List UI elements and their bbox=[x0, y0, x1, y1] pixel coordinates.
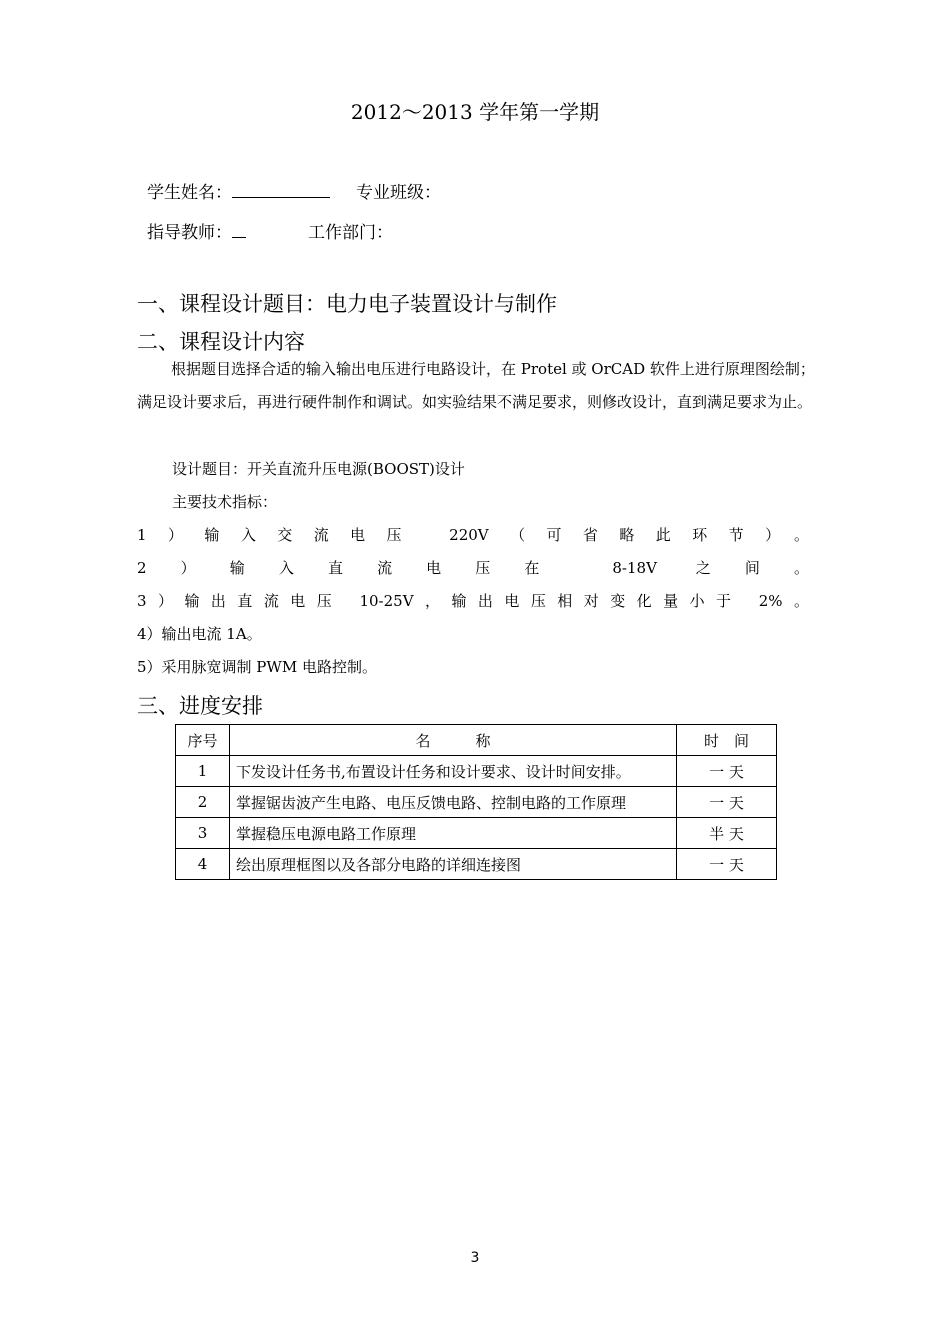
advisor-label: 指导教师： bbox=[147, 223, 232, 243]
student-name-field bbox=[147, 178, 330, 203]
section2-heading: 二、课程设计内容 bbox=[137, 330, 305, 354]
spec-item-3: 3）输出直流电压 10-25V，输出电压相对变化量小于 2%。 bbox=[137, 592, 809, 610]
row-time: 一 天 bbox=[677, 787, 777, 818]
row-seq: 3 bbox=[176, 818, 230, 849]
design-topic: 设计题目：开关直流升压电源(BOOST)设计 bbox=[172, 460, 465, 478]
row-time: 一 天 bbox=[677, 849, 777, 880]
content-paragraph: 根据题目选择合适的输入输出电压进行电路设计，在 Protel 或 OrCAD 软件上进行原理图绘制；满足设计要求后，再进行硬件制作和调试。如实验结果不满足要求，则修改设计，直到满足要求为止。 bbox=[137, 360, 815, 411]
row-seq: 2 bbox=[176, 787, 230, 818]
header-time: 时 间 bbox=[677, 725, 777, 756]
spec-item-5: 5）采用脉宽调制 PWM 电路控制。 bbox=[137, 658, 377, 676]
spec-item-2: 2）输入直流电压在 8-18V 之间。 bbox=[137, 559, 809, 577]
advisor-blank bbox=[232, 221, 246, 238]
section3-heading: 三、进度安排 bbox=[137, 694, 263, 718]
header-name: 名 称 bbox=[230, 725, 677, 756]
table-row bbox=[176, 849, 777, 880]
table-row bbox=[176, 818, 777, 849]
advisor-field bbox=[147, 218, 246, 243]
row-name: 掌握稳压电源电路工作原理 bbox=[230, 818, 677, 849]
student-name-blank bbox=[232, 181, 330, 198]
spec-item-1: 1）输入交流电压 220V（可省略此环节）。 bbox=[137, 526, 809, 544]
student-name-label: 学生姓名： bbox=[147, 183, 232, 203]
table-header-row bbox=[176, 725, 777, 756]
spec-title: 主要技术指标： bbox=[172, 493, 278, 511]
section1-heading: 一、课程设计题目：电力电子装置设计与制作 bbox=[137, 292, 557, 316]
row-time: 一 天 bbox=[677, 756, 777, 787]
row-seq: 4 bbox=[176, 849, 230, 880]
row-name: 下发设计任务书,布置设计任务和设计要求、设计时间安排。 bbox=[230, 756, 677, 787]
major-class-label: 专业班级： bbox=[356, 183, 441, 203]
table-row bbox=[176, 756, 777, 787]
row-time: 半 天 bbox=[677, 818, 777, 849]
row-seq: 1 bbox=[176, 756, 230, 787]
page-number: 3 bbox=[470, 1250, 480, 1266]
spec-item-4: 4）输出电流 1A。 bbox=[137, 625, 262, 643]
semester-title: 2012～2013 学年第一学期 bbox=[350, 100, 600, 124]
department-label: 工作部门： bbox=[308, 223, 393, 243]
schedule-table bbox=[175, 724, 777, 880]
table-row bbox=[176, 787, 777, 818]
row-name: 绘出原理框图以及各部分电路的详细连接图 bbox=[230, 849, 677, 880]
header-seq: 序号 bbox=[176, 725, 230, 756]
row-name: 掌握锯齿波产生电路、电压反馈电路、控制电路的工作原理 bbox=[230, 787, 677, 818]
